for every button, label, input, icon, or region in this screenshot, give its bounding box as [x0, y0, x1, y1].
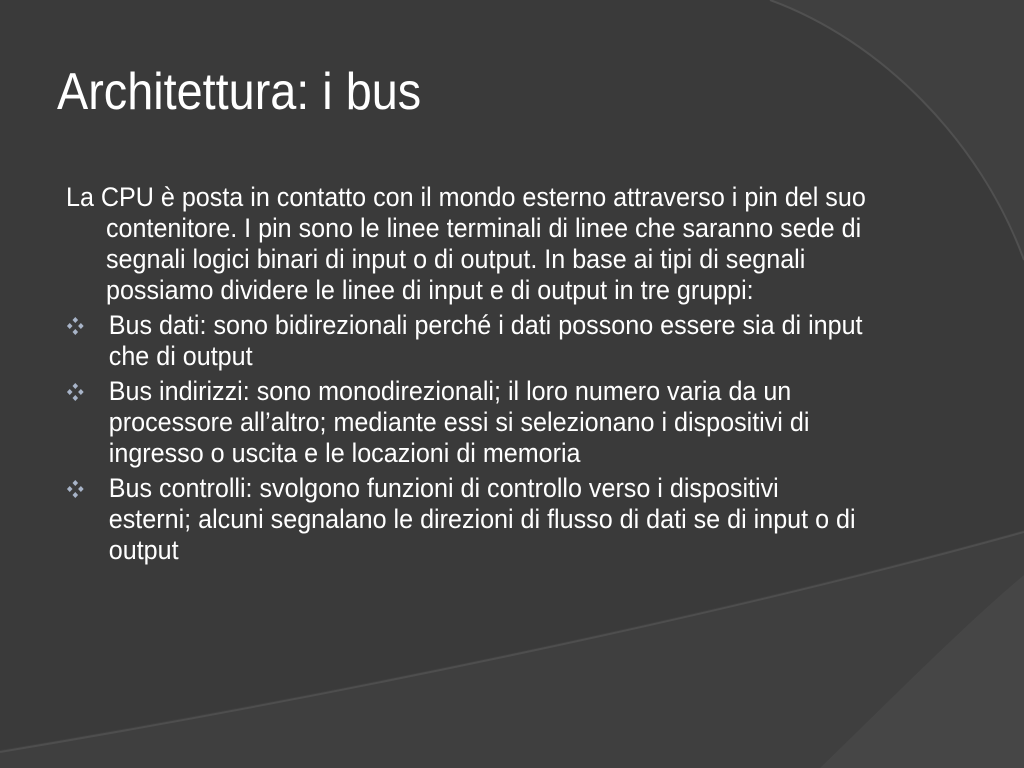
- bullet-text: Bus dati: sono bidirezionali perché i dati possono essere sia di input che di output: [108, 310, 863, 371]
- bullet-item-bus-indirizzi: [66, 376, 866, 469]
- bullet-list: [66, 310, 866, 566]
- bullet-item-bus-dati: [66, 310, 866, 372]
- slide-title: Architettura: i bus: [57, 63, 422, 121]
- bullet-text: Bus indirizzi: sono monodirezionali; il loro numero varia da un processore all’altro; mediante essi si selezionano i dispositivi di ingresso o uscita e le locazioni di memoria: [108, 376, 810, 468]
- diamond-bullet-icon: [66, 382, 85, 402]
- bullet-text: Bus controlli: svolgono funzioni di controllo verso i dispositivi esterni; alcuni segnalano le direzioni di flusso di dati se di input o di output: [108, 473, 856, 565]
- intro-paragraph: La CPU è posta in contatto con il mondo esterno attraverso i pin del suo contenitore. I pin sono le linee terminali di linee che saranno sede di segnali logici binari di input o di output. In base ai tipi di segnali possiamo dividere le linee di input e di output in tre gruppi:: [66, 182, 866, 305]
- diamond-bullet-icon: [66, 479, 85, 499]
- bullet-item-bus-controlli: [66, 473, 866, 566]
- slide-content: [66, 182, 866, 570]
- diamond-bullet-icon: [66, 316, 85, 336]
